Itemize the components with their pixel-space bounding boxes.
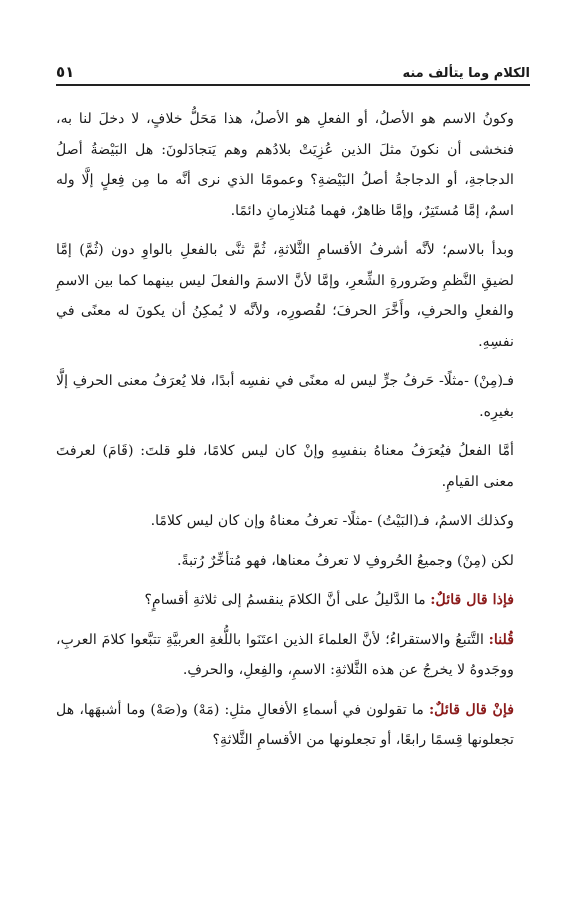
paragraph-4: أمَّا الفعلُ فيُعرَفُ معناهُ بنفسِهِ وإنْ كان ليس كلامًا، فلو قلتَ: (قَامَ) لعرفتَ معنى القيامِ. — [56, 443, 514, 490]
paragraph-2: وبدأ بالاسم؛ لأنَّه أشرفُ الأقسامِ الثَّلاثةِ، ثُمَّ ثنَّى بالفعلِ بالواوِ دون (ثُمَّ) إمَّا لضيقِ النَّظمِ وضَرورةِ الشِّعرِ، وإمَّا لأنَّ الاسمَ والفعلَ ليس بينهما كما بين الاسمِ والفعلِ والحرفِ، وأَخَّرَ الحرفَ؛ لقُصورِه، ولأنَّه لا يُمكِنُ أن يكونَ له معنًى في نفسِهِ. — [56, 242, 514, 350]
answer-lead: قُلنا: — [488, 631, 514, 648]
paragraph-5: وكذلك الاسمُ، فـ(البَيْتُ) -مثلًا- تعرفُ معناهُ وإن كان ليس كلامًا. — [150, 513, 514, 529]
paragraph-7 — [56, 585, 530, 616]
page-number: ٥١ — [56, 63, 75, 81]
paragraph-9 — [56, 695, 530, 756]
paragraph-6: لكن (مِنْ) وجميعُ الحُروفِ لا تعرفُ معناها، فهو مُتأخِّرٌ رُتبةً. — [177, 552, 514, 569]
questioner-lead: فإذا قال قائلٌ: — [430, 592, 514, 608]
running-title: الكلام وما يتألف منه — [402, 66, 530, 81]
paragraph-8-text: التَّتبعُ والاستقراءُ؛ لأنَّ العلماءَ الذين اعتَنَوا باللُّغةِ العربيَّةِ تتبَّعوا كلامَ العربِ، ووجَدوهُ لا يخرجُ عن هذه الثَّلاثةِ: الاسمِ، والفِعلِ، والحرفِ. — [56, 631, 514, 678]
page-body — [56, 104, 530, 756]
paragraph-3: فـ(مِنْ) -مثلًا- حَرفُ جرٍّ ليس له معنًى في نفسِه أبدًا، فلا يُعرَفُ معنى الحرفِ إلَّا بغيرِه. — [56, 373, 514, 420]
paragraph-8 — [56, 625, 530, 686]
paragraph-7-text: ما الدَّليلُ على أنَّ الكلامَ ينقسمُ إلى ثلاثةِ أقسامٍ؟ — [144, 592, 431, 608]
questioner-lead-2: فإنْ قال قائلٌ: — [428, 701, 514, 718]
paragraph-9-text: ما تقولون في أسماءِ الأفعالِ مثلِ: (مَهْ) و(صَهْ) وما أشبهَها، هل تجعلونها قِسمًا رابعًا، أو تجعلونها من الأقسامِ الثَّلاثةِ؟ — [56, 701, 514, 748]
running-header — [56, 58, 530, 86]
paragraph-1: وكونُ الاسم هو الأصلُ، أو الفعلِ هو الأصلُ، هذا مَحَلُّ خلافٍ، لا دخلَ لنا به، فنخشى أن نكونَ مثلَ الذين عُزِيَتْ بلادُهم وهم يَتجادَلونَ: هل البَيْضةُ أصلُ الدجاجةِ، أو الدجاجةُ أصلُ البَيْضةِ؟ وعمومًا الذي نرى أنَّه ما مِن فِعلٍ إلَّا وله اسمٌ، إمَّا مُستَتِرٌ، وإمَّا ظاهرٌ، فهما مُتلازِمانِ دائمًا. — [56, 111, 514, 219]
